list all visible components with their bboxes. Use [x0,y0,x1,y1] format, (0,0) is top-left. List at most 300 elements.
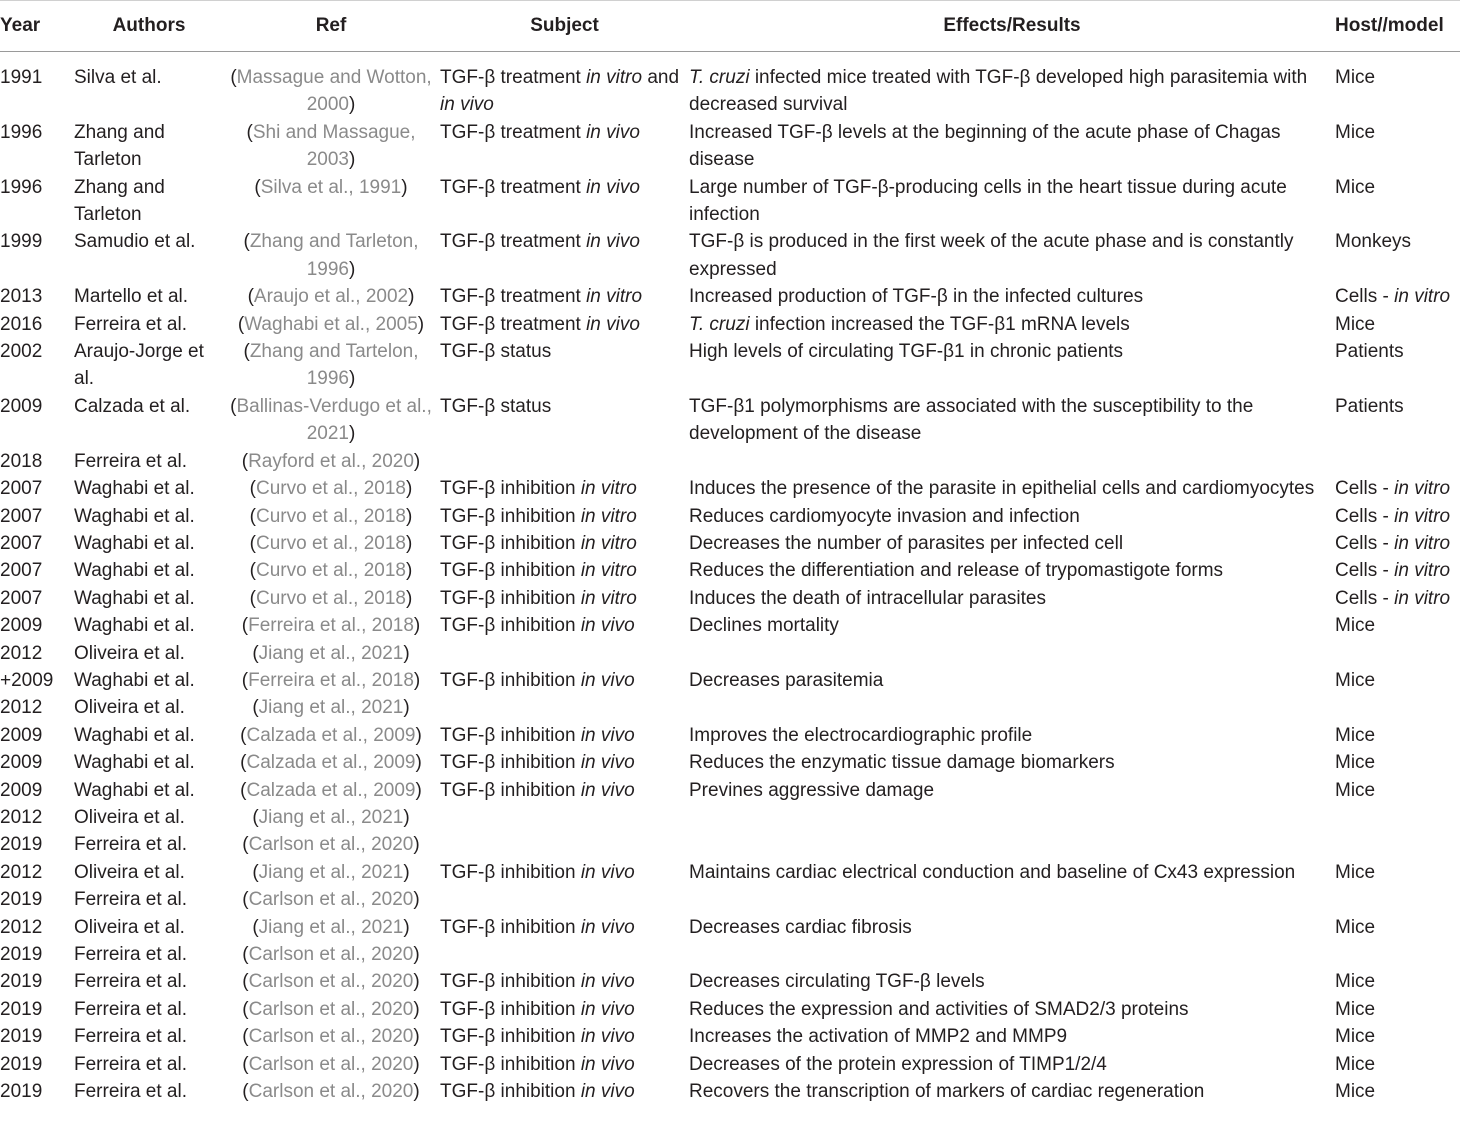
cell-year [0,393,74,448]
cell-year [0,640,74,667]
paren-open: ( [242,1081,249,1103]
cell-subject [438,530,689,557]
year-text: 2009 [0,779,43,801]
subject-text: TGF-β inhibition [440,1026,576,1048]
authors-text: Zhang and Tarleton [74,121,165,171]
year-text: 2007 [0,560,43,582]
cell-ref [224,338,438,393]
authors-text: Ferreira et al. [74,450,187,472]
cell-subject [438,283,689,310]
effect-text: Reduces the expression and activities of SMAD2/3 proteins [689,998,1189,1020]
authors-text: Waghabi et al. [74,587,195,609]
effect-text: Reduces the enzymatic tissue damage biomarkers [689,752,1115,774]
cell-host [1335,694,1460,721]
host-text: Patients [1335,395,1404,417]
year-text: 2007 [0,478,43,500]
table-row [0,886,1460,913]
cell-authors [74,393,224,448]
host-qualifier: in vitro [1394,286,1451,308]
paren-close: ) [413,615,421,637]
table-row [0,640,1460,667]
effect-text: Decreases circulating TGF-β levels [689,971,985,993]
table-row [0,585,1460,612]
host-qualifier: in vitro [1394,560,1451,582]
subject-text: TGF-β inhibition [440,916,576,938]
cell-authors [74,475,224,502]
cell-host [1335,886,1460,913]
cell-host [1335,612,1460,639]
paren-close: ) [413,834,420,856]
authors-text: Waghabi et al. [74,478,195,500]
table-row [0,968,1460,995]
cell-year [0,777,74,804]
subject-qualifier: in vivo [580,916,635,938]
cell-ref [224,1078,438,1105]
cell-authors [74,804,224,831]
effect-text: infection increased the TGF-β1 mRNA levels [754,313,1130,335]
subject-qualifier: in vivo [580,615,635,637]
cell-year [0,694,74,721]
header-host: Host//model [1335,1,1460,52]
paren-open: ( [252,642,259,664]
paren-close: ) [413,450,421,472]
ref-link[interactable]: Jiang et al., 2021 [258,642,404,664]
year-text: 2019 [0,998,43,1020]
cell-subject [438,52,689,119]
cell-effects [689,557,1335,584]
cell-authors [74,1051,224,1078]
subject-qualifier: in vivo [586,313,640,335]
year-text: 1996 [0,176,43,198]
cell-effects [689,338,1335,393]
cell-subject [438,585,689,612]
ref-link[interactable]: Shi and Massague, 2003 [252,121,416,171]
cell-ref [224,859,438,886]
ref-link[interactable]: Carlson et al., 2020 [248,1081,414,1103]
cell-host [1335,1023,1460,1050]
cell-host [1335,174,1460,229]
year-text: 2007 [0,505,43,527]
ref-link[interactable]: Waghabi et al., 2005 [244,313,418,335]
cell-authors [74,338,224,393]
effect-text: High levels of circulating TGF-β1 in chronic patients [689,341,1124,363]
cell-authors [74,886,224,913]
cell-year [0,722,74,749]
paren-open: ( [243,341,250,363]
cell-ref [224,1051,438,1078]
cell-host [1335,722,1460,749]
cell-authors [74,640,224,667]
year-text: 1996 [0,121,43,143]
cell-year [0,119,74,174]
paren-close: ) [413,669,421,691]
cell-host [1335,119,1460,174]
cell-host [1335,640,1460,667]
subject-qualifier: in vivo [586,176,640,198]
subject-text: TGF-β inhibition [440,560,576,582]
cell-year [0,585,74,612]
cell-ref [224,228,438,283]
table-row [0,311,1460,338]
ref-link[interactable]: Carlson et al., 2020 [248,1026,414,1048]
cell-year [0,503,74,530]
cell-ref [224,694,438,721]
subject-qualifier: in vivo [580,1026,635,1048]
cell-year [0,448,74,475]
cell-year [0,914,74,941]
table-row [0,530,1460,557]
authors-text: Oliveira et al. [74,916,185,938]
ref-link[interactable]: Jiang et al., 2021 [258,806,404,828]
paren-open: ( [240,779,247,801]
paren-close: ) [348,94,356,116]
cell-effects [689,393,1335,448]
subject-text: TGF-β inhibition [440,615,576,637]
ref-link[interactable]: Ferreira et al., 2018 [248,615,414,637]
ref-link[interactable]: Zhang and Tartelon, 1996 [249,341,419,390]
effect-text: Decreases parasitemia [689,669,884,691]
paren-open: ( [249,478,256,500]
cell-effects [689,777,1335,804]
host-text: Mice [1335,313,1376,335]
subject-qualifier: in vitro [580,478,637,500]
cell-year [0,804,74,831]
cell-year [0,174,74,229]
authors-text: Ferreira et al. [74,1026,187,1048]
table-row [0,914,1460,941]
cell-subject [438,338,689,393]
year-text: 2019 [0,1053,43,1075]
cell-year [0,667,74,694]
host-text: Monkeys [1335,231,1412,253]
table-row [0,722,1460,749]
cell-effects [689,859,1335,886]
paren-close: ) [413,1081,420,1103]
host-text: Mice [1335,67,1376,88]
host-text: Cells - [1335,505,1395,527]
host-text: Cells - [1335,587,1395,609]
subject-qualifier: in vivo [580,1081,635,1103]
cell-year [0,530,74,557]
subject-text: TGF-β inhibition [440,1081,576,1103]
effect-text: Induces the death of intracellular parasites [689,587,1046,609]
paren-close: ) [413,998,420,1020]
table-row [0,777,1460,804]
effect-text: Increased production of TGF-β in the infected cultures [689,286,1144,308]
table-row [0,831,1460,858]
paren-close: ) [405,560,413,582]
cell-authors [74,941,224,968]
paren-open: ( [242,1026,249,1048]
header-row [0,1,1460,52]
cell-year [0,1023,74,1050]
cell-ref [224,941,438,968]
ref-link[interactable]: Carlson et al., 2020 [248,971,414,993]
ref-link[interactable]: Carlson et al., 2020 [248,889,414,911]
paren-close: ) [405,478,413,500]
authors-text: Zhang and Tarleton [74,176,165,226]
table-row [0,393,1460,448]
cell-ref [224,831,438,858]
cell-authors [74,174,224,229]
host-text: Mice [1335,779,1376,801]
cell-effects [689,612,1335,639]
cell-year [0,557,74,584]
host-text: Mice [1335,1026,1376,1048]
authors-text: Waghabi et al. [74,779,195,801]
cell-subject [438,311,689,338]
ref-link[interactable]: Rayford et al., 2020 [248,450,414,472]
subject-text: TGF-β treatment [440,121,581,143]
paren-close: ) [403,916,410,938]
cell-host [1335,914,1460,941]
paren-open: ( [242,889,249,911]
subject-tail: and [647,67,680,88]
cell-ref [224,530,438,557]
authors-text: Oliveira et al. [74,697,185,719]
authors-text: Waghabi et al. [74,560,195,582]
ref-link[interactable]: Ferreira et al., 2018 [248,669,414,691]
host-text: Mice [1335,724,1376,746]
subject-text: TGF-β treatment [440,231,581,253]
authors-text: Ferreira et al. [74,944,187,965]
table-row [0,475,1460,502]
cell-authors [74,503,224,530]
subject-qualifier: in vivo [580,669,635,691]
paren-close: ) [413,1026,420,1048]
cell-host [1335,1051,1460,1078]
cell-host [1335,941,1460,968]
table-row [0,859,1460,886]
effect-text: Decreases of the protein expression of TIMP1/2/4 [689,1053,1107,1075]
subject-text: TGF-β inhibition [440,669,576,691]
cell-ref [224,749,438,776]
cell-year [0,52,74,119]
paren-open: ( [252,861,259,883]
authors-text: Ferreira et al. [74,889,187,911]
cell-year [0,1051,74,1078]
cell-subject [438,612,689,639]
year-text: 2007 [0,587,43,609]
paren-close: ) [405,505,413,527]
ref-link[interactable]: Carlson et al., 2020 [248,944,414,965]
cell-ref [224,886,438,913]
cell-effects [689,941,1335,968]
paren-open: ( [242,971,249,993]
subject-qualifier: in vivo [580,971,635,993]
table-row [0,1023,1460,1050]
authors-text: Oliveira et al. [74,861,185,883]
year-text: 2013 [0,286,43,308]
year-text: 2012 [0,697,43,719]
year-text: 2012 [0,861,43,883]
host-text: Cells - [1335,478,1395,500]
year-text: 2019 [0,889,43,911]
paren-open: ( [249,505,256,527]
ref-link[interactable]: Carlson et al., 2020 [248,834,414,856]
effect-text: Prevines aggressive damage [689,779,935,801]
table-row [0,1078,1460,1105]
subject-text: TGF-β inhibition [440,532,576,554]
header-authors: Authors [74,1,224,52]
cell-authors [74,311,224,338]
host-qualifier: in vitro [1394,478,1451,500]
cell-ref [224,557,438,584]
cell-subject [438,694,689,721]
paren-open: ( [240,724,247,746]
paren-open: ( [242,944,249,965]
cell-host [1335,749,1460,776]
ref-link[interactable]: Silva et al., 1991 [260,176,402,198]
cell-subject [438,914,689,941]
cell-authors [74,557,224,584]
table-row [0,612,1460,639]
paren-open: ( [252,806,259,828]
subject-tail-qualifier: in vivo [440,94,494,116]
paren-open: ( [230,395,237,417]
table-row [0,283,1460,310]
authors-text: Araujo-Jorge et al. [74,341,204,390]
host-qualifier: in vitro [1394,587,1451,609]
cell-authors [74,52,224,119]
paren-close: ) [403,697,410,719]
authors-text: Oliveira et al. [74,806,185,828]
host-text: Mice [1335,121,1376,143]
ref-link[interactable]: Calzada et al., 2009 [246,724,416,746]
cell-effects [689,886,1335,913]
year-text: 2019 [0,1081,43,1103]
cell-ref [224,777,438,804]
cell-authors [74,914,224,941]
subject-text: TGF-β inhibition [440,724,576,746]
host-text: Patients [1335,341,1404,363]
subject-qualifier: in vitro [580,587,637,609]
ref-link[interactable]: Curvo et al., 2018 [256,478,406,500]
ref-link[interactable]: Curvo et al., 2018 [256,587,406,609]
cell-host [1335,777,1460,804]
ref-link[interactable]: Jiang et al., 2021 [258,861,404,883]
authors-text: Ferreira et al. [74,971,187,993]
cell-subject [438,941,689,968]
paren-open: ( [246,121,253,143]
host-text: Mice [1335,1081,1376,1103]
authors-text: Oliveira et al. [74,642,185,664]
host-text: Mice [1335,861,1376,883]
cell-subject [438,119,689,174]
cell-effects [689,52,1335,119]
subject-qualifier: in vivo [580,779,635,801]
year-text: 2019 [0,971,43,993]
cell-effects [689,503,1335,530]
cell-year [0,886,74,913]
effect-text: Large number of TGF-β-producing cells in the heart tissue during acute infection [689,176,1287,226]
cell-host [1335,475,1460,502]
table-row [0,694,1460,721]
effect-species: T. cruzi [689,313,750,335]
year-text: 2019 [0,834,43,856]
authors-text: Ferreira et al. [74,313,187,335]
cell-effects [689,1078,1335,1105]
table-row [0,228,1460,283]
cell-authors [74,530,224,557]
subject-qualifier: in vitro [580,532,637,554]
paren-open: ( [252,916,259,938]
cell-effects [689,228,1335,283]
ref-link[interactable]: Calzada et al., 2009 [246,752,416,774]
ref-link[interactable]: Ballinas-Verdugo et al., 2021 [236,395,432,445]
paren-open: ( [241,669,249,691]
ref-link[interactable]: Curvo et al., 2018 [256,560,406,582]
cell-subject [438,640,689,667]
subject-qualifier: in vitro [586,67,643,88]
cell-effects [689,914,1335,941]
authors-text: Waghabi et al. [74,532,195,554]
ref-link[interactable]: Jiang et al., 2021 [258,916,404,938]
cell-host [1335,1078,1460,1105]
ref-link[interactable]: Carlson et al., 2020 [248,1053,414,1075]
cell-year [0,749,74,776]
authors-text: Ferreira et al. [74,998,187,1020]
cell-year [0,612,74,639]
paren-close: ) [415,779,422,801]
cell-subject [438,503,689,530]
header-ref: Ref [224,1,438,52]
cell-authors [74,749,224,776]
ref-link[interactable]: Curvo et al., 2018 [256,505,406,527]
year-text: 2009 [0,752,43,774]
subject-qualifier: in vivo [580,724,635,746]
subject-text: TGF-β inhibition [440,505,576,527]
cell-authors [74,968,224,995]
effect-text: Maintains cardiac electrical conduction and baseline of Cx43 expression [689,861,1296,883]
ref-link[interactable]: Zhang and Tarleton, 1996 [249,231,419,280]
cell-subject [438,228,689,283]
ref-link[interactable]: Calzada et al., 2009 [246,779,416,801]
cell-host [1335,996,1460,1023]
table-row [0,503,1460,530]
ref-link[interactable]: Curvo et al., 2018 [256,532,406,554]
paren-open: ( [243,231,250,253]
authors-text: Waghabi et al. [74,615,195,637]
ref-link[interactable]: Massague and Wotton, 2000 [236,67,432,116]
paren-close: ) [408,286,415,308]
effect-text: infected mice treated with TGF-β developed high parasitemia with decreased survival [689,67,1308,116]
host-text: Mice [1335,1053,1376,1075]
cell-subject [438,968,689,995]
cell-subject [438,996,689,1023]
host-qualifier: in vitro [1394,532,1451,554]
ref-link[interactable]: Araujo et al., 2002 [253,286,409,308]
cell-effects [689,585,1335,612]
cell-authors [74,283,224,310]
paren-close: ) [413,944,420,965]
cell-subject [438,831,689,858]
ref-link[interactable]: Carlson et al., 2020 [248,998,414,1020]
host-text: Mice [1335,176,1376,198]
cell-subject [438,859,689,886]
cell-authors [74,612,224,639]
paren-close: ) [415,752,422,774]
cell-effects [689,119,1335,174]
subject-text: TGF-β inhibition [440,971,576,993]
cell-year [0,228,74,283]
authors-text: Waghabi et al. [74,505,195,527]
ref-link[interactable]: Jiang et al., 2021 [258,697,404,719]
cell-effects [689,804,1335,831]
paren-open: ( [247,286,254,308]
cell-effects [689,640,1335,667]
effect-text: TGF-β is produced in the first week of the acute phase and is constantly expressed [689,231,1294,280]
